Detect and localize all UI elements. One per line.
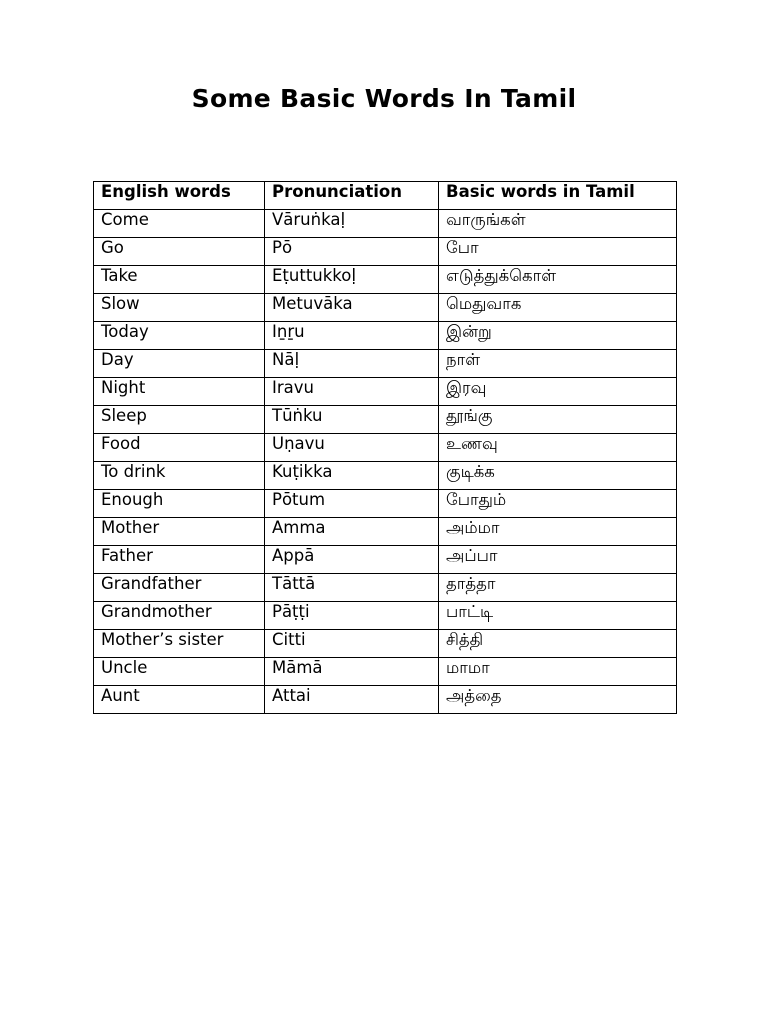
pronunciation-cell: Pōtum — [265, 490, 439, 518]
tamil-word-cell: தூங்கு — [439, 406, 677, 434]
table-row — [94, 462, 677, 490]
table-row — [94, 686, 677, 714]
english-word-cell: Uncle — [94, 658, 265, 686]
english-word-cell: Mother — [94, 518, 265, 546]
table-row — [94, 238, 677, 266]
english-word-cell: Sleep — [94, 406, 265, 434]
pronunciation-cell: Metuvāka — [265, 294, 439, 322]
table-row — [94, 210, 677, 238]
pronunciation-cell: Tūṅku — [265, 406, 439, 434]
tamil-word-cell: போ — [439, 238, 677, 266]
tamil-word-cell: அம்மா — [439, 518, 677, 546]
document-title: Some Basic Words In Tamil — [191, 84, 577, 113]
tamil-word-cell: குடிக்க — [439, 462, 677, 490]
pronunciation-cell: Attai — [265, 686, 439, 714]
pronunciation-cell: Iravu — [265, 378, 439, 406]
pronunciation-cell: Citti — [265, 630, 439, 658]
english-word-cell: Enough — [94, 490, 265, 518]
tamil-word-cell: எடுத்துக்கொள் — [439, 266, 677, 294]
table-row — [94, 266, 677, 294]
table-row — [94, 322, 677, 350]
table-row — [94, 546, 677, 574]
pronunciation-cell: Appā — [265, 546, 439, 574]
table-row — [94, 602, 677, 630]
table-header-row — [94, 182, 677, 210]
english-word-cell: Grandfather — [94, 574, 265, 602]
english-word-cell: Food — [94, 434, 265, 462]
pronunciation-cell: Iṉṟu — [265, 322, 439, 350]
english-word-cell: Father — [94, 546, 265, 574]
table-row — [94, 350, 677, 378]
tamil-word-cell: தாத்தா — [439, 574, 677, 602]
pronunciation-cell: Uṇavu — [265, 434, 439, 462]
tamil-word-cell: அத்தை — [439, 686, 677, 714]
tamil-word-cell: மெதுவாக — [439, 294, 677, 322]
table-row — [94, 378, 677, 406]
tamil-word-cell: இன்று — [439, 322, 677, 350]
table-row — [94, 406, 677, 434]
tamil-word-cell: பாட்டி — [439, 602, 677, 630]
tamil-word-cell: நாள் — [439, 350, 677, 378]
english-word-cell: Day — [94, 350, 265, 378]
pronunciation-cell: Eṭuttukkoḷ — [265, 266, 439, 294]
table-row — [94, 574, 677, 602]
english-word-cell: Slow — [94, 294, 265, 322]
pronunciation-cell: Nāḷ — [265, 350, 439, 378]
tamil-word-cell: சித்தி — [439, 630, 677, 658]
english-word-cell: Grandmother — [94, 602, 265, 630]
english-word-cell: Come — [94, 210, 265, 238]
tamil-word-cell: போதும் — [439, 490, 677, 518]
tamil-word-cell: மாமா — [439, 658, 677, 686]
pronunciation-cell: Amma — [265, 518, 439, 546]
pronunciation-cell: Pō — [265, 238, 439, 266]
english-word-cell: Go — [94, 238, 265, 266]
table-row — [94, 294, 677, 322]
english-word-cell: Night — [94, 378, 265, 406]
english-word-cell: To drink — [94, 462, 265, 490]
table-row — [94, 630, 677, 658]
tamil-word-cell: இரவு — [439, 378, 677, 406]
pronunciation-cell: Māmā — [265, 658, 439, 686]
table-row — [94, 518, 677, 546]
english-word-cell: Take — [94, 266, 265, 294]
tamil-word-cell: அப்பா — [439, 546, 677, 574]
table-row — [94, 434, 677, 462]
header-pronunciation: Pronunciation — [265, 182, 439, 210]
table-row — [94, 658, 677, 686]
english-word-cell: Aunt — [94, 686, 265, 714]
header-tamil-words: Basic words in Tamil — [439, 182, 677, 210]
english-word-cell: Today — [94, 322, 265, 350]
header-english-words: English words — [94, 182, 265, 210]
table-row — [94, 490, 677, 518]
tamil-word-cell: வாருங்கள் — [439, 210, 677, 238]
pronunciation-cell: Pāṭṭi — [265, 602, 439, 630]
pronunciation-cell: Vāruṅkaḷ — [265, 210, 439, 238]
vocabulary-table — [93, 181, 677, 714]
pronunciation-cell: Tāttā — [265, 574, 439, 602]
english-word-cell: Mother’s sister — [94, 630, 265, 658]
pronunciation-cell: Kuṭikka — [265, 462, 439, 490]
tamil-word-cell: உணவு — [439, 434, 677, 462]
